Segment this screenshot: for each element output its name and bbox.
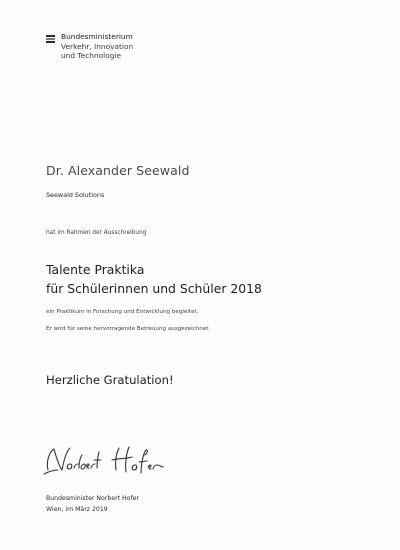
program-title: [46, 261, 262, 298]
ministry-name-line-2: Verkehr, Innovation: [61, 41, 134, 51]
ministry-logo: [46, 32, 133, 61]
place-date: Wien, im März 2019: [46, 506, 108, 513]
body-text-1: ein Praktikum in Forschung und Entwicklung begleitet.: [46, 309, 199, 315]
company-name: Seewald Solutions: [46, 191, 105, 199]
handwritten-signature: [40, 440, 185, 482]
ministry-name: [61, 32, 133, 61]
program-title-line-1: Talente Praktika: [46, 262, 145, 277]
program-title-line-2: für Schülerinnen und Schüler 2018: [46, 280, 262, 296]
intro-text: hat im Rahmen der Ausschreibung: [46, 230, 147, 236]
signer-name: Bundesminister Norbert Hofer: [46, 495, 139, 502]
recipient-name: Dr. Alexander Seewald: [46, 163, 190, 178]
ministry-name-line-1: Bundesministerium: [61, 32, 133, 41]
ministry-name-line-3: und Technologie: [61, 51, 122, 61]
congratulations-text: Herzliche Gratulation!: [46, 373, 174, 387]
austria-flag-icon: [46, 35, 56, 44]
body-text-2: Er wird für seine hervorragende Betreuung ausgezeichnet.: [46, 326, 211, 332]
